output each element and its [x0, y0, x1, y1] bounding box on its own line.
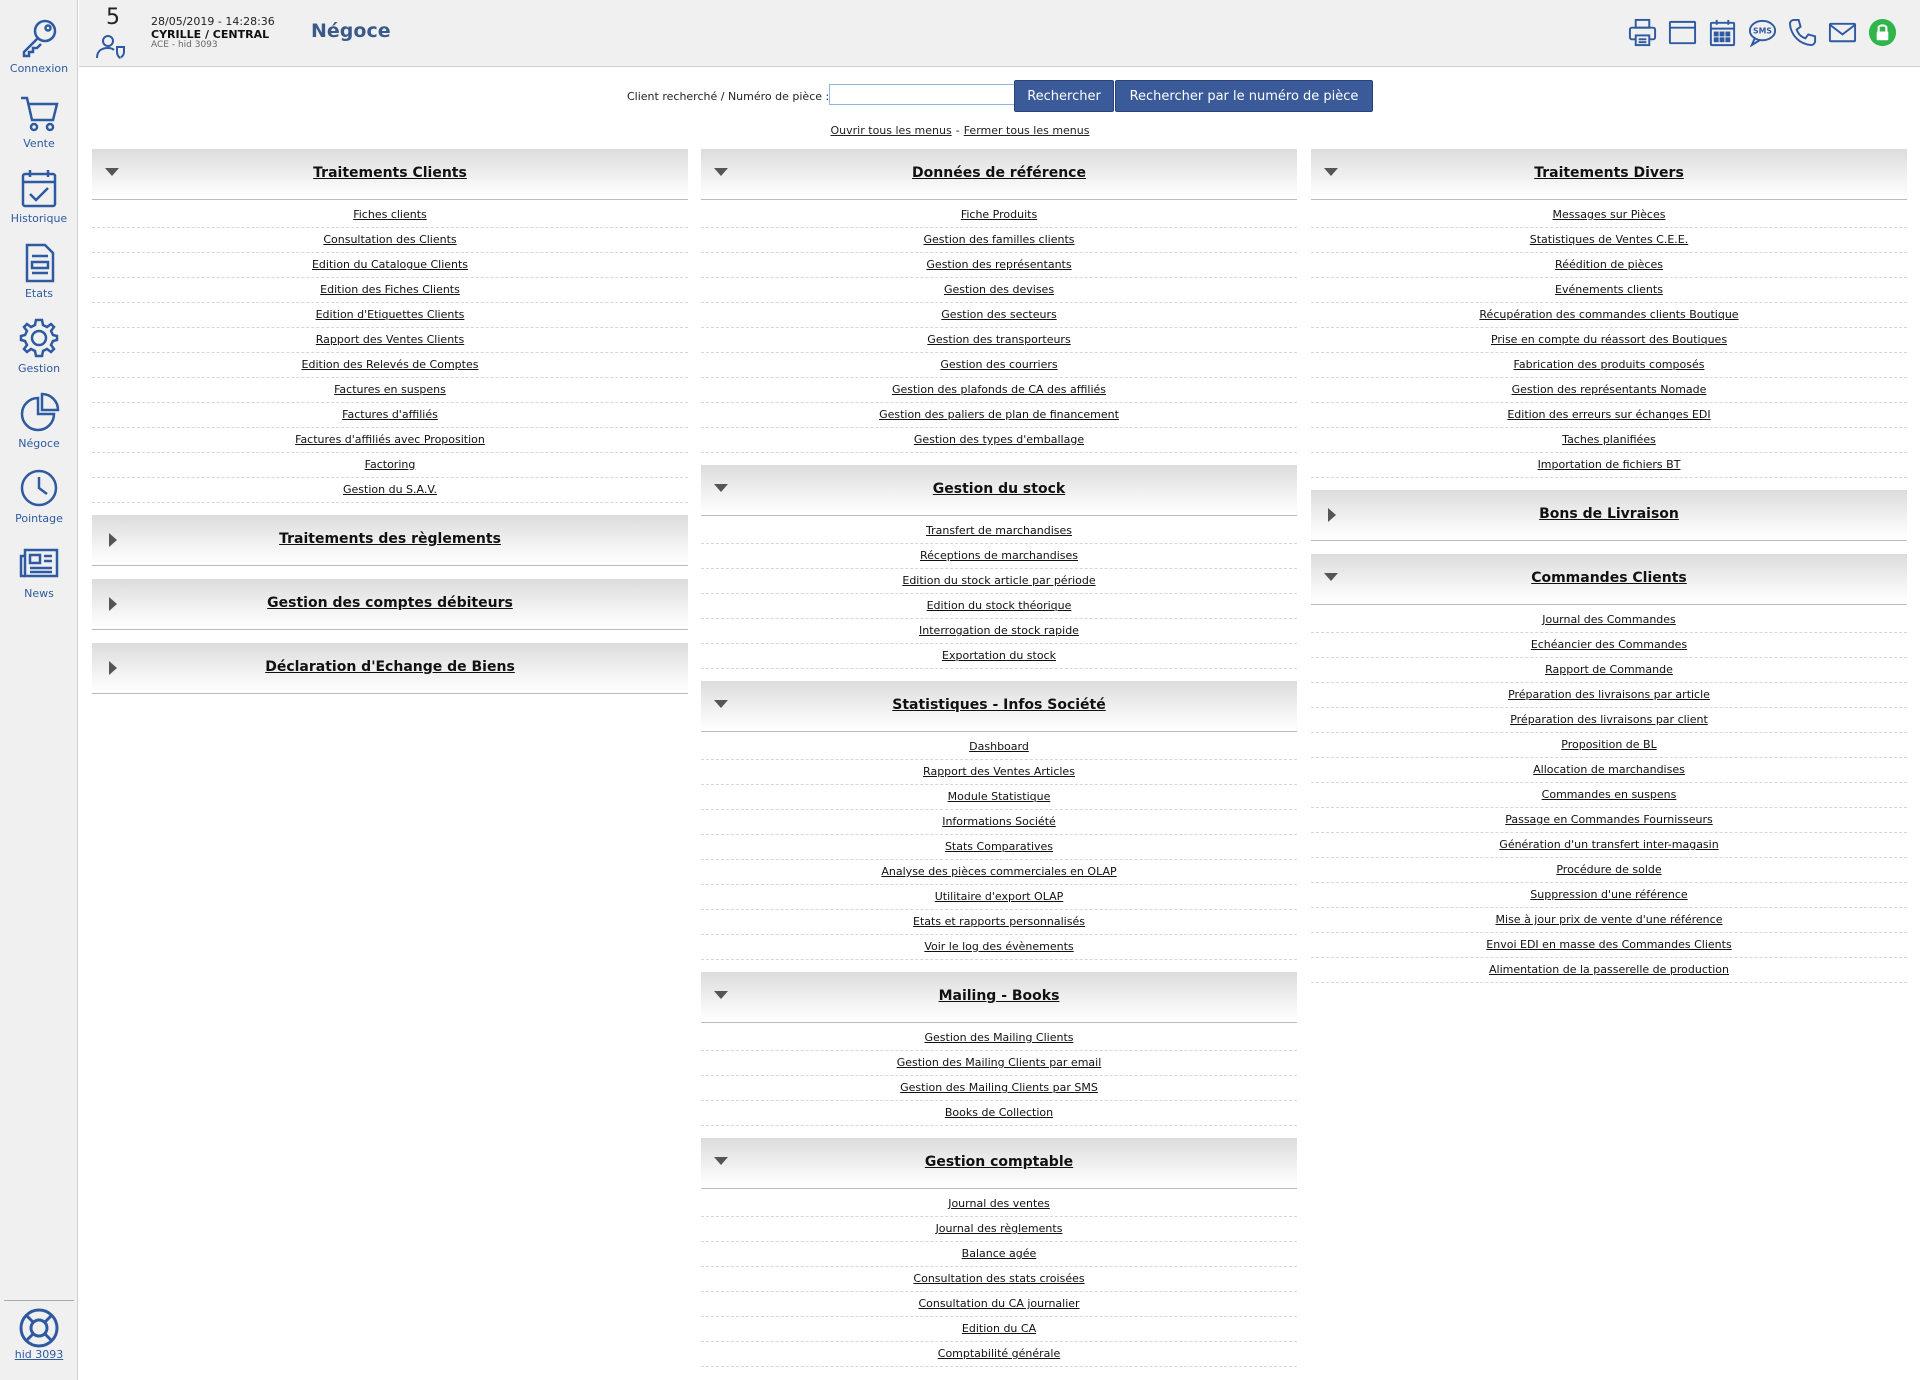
menu-link-label[interactable]: Stats Comparatives: [944, 840, 1054, 853]
menu-link[interactable]: [92, 203, 688, 228]
menu-link[interactable]: [701, 253, 1297, 278]
menu-section: [92, 579, 688, 630]
menu-link[interactable]: [701, 403, 1297, 428]
menu-link-label[interactable]: Gestion des paliers de plan de financement: [879, 408, 1119, 421]
lifebuoy-icon: [17, 1306, 61, 1350]
menu-section: [92, 149, 688, 515]
caret-right-icon[interactable]: [109, 597, 117, 611]
menu-link[interactable]: [1311, 403, 1907, 428]
menu-link-label[interactable]: Factures d'affiliés avec Proposition: [295, 433, 485, 446]
page-title: Négoce: [311, 20, 391, 42]
menu-link[interactable]: [1311, 858, 1907, 883]
menu-link[interactable]: [701, 228, 1297, 253]
menu-section-body: [92, 200, 688, 515]
user-shield-icon[interactable]: [95, 34, 129, 60]
menu-link[interactable]: [701, 203, 1297, 228]
menu-link[interactable]: [701, 1267, 1297, 1292]
menu-link-label[interactable]: Fiche Produits: [960, 208, 1038, 221]
menu-section: [701, 1138, 1297, 1379]
menu-link-label[interactable]: Fabrication des produits composés: [1513, 358, 1705, 371]
sidebar-item-label: Gestion: [17, 362, 61, 375]
menu-link-label[interactable]: Messages sur Pièces: [1552, 208, 1666, 221]
menu-link-label[interactable]: Edition du stock article par période: [902, 574, 1096, 587]
menu-link[interactable]: [1311, 708, 1907, 733]
menu-link-label[interactable]: Gestion des devises: [943, 283, 1055, 296]
menu-section-title[interactable]: Bons de Livraison: [1539, 506, 1679, 522]
menu-link[interactable]: [1311, 453, 1907, 478]
menu-link-label[interactable]: Génération d'un transfert inter-magasin: [1499, 838, 1719, 851]
printer-icon[interactable]: [1627, 17, 1658, 48]
menu-link[interactable]: [1311, 758, 1907, 783]
menu-link[interactable]: [1311, 428, 1907, 453]
menu-section-header[interactable]: [701, 149, 1297, 200]
menu-link[interactable]: [701, 1076, 1297, 1101]
menu-link[interactable]: [701, 544, 1297, 569]
menu-link[interactable]: [92, 378, 688, 403]
menu-toggle-row: [0, 124, 1920, 137]
menu-link-label[interactable]: Factoring: [364, 458, 416, 471]
menu-link-label[interactable]: Balance agée: [961, 1247, 1037, 1260]
menu-link[interactable]: [701, 835, 1297, 860]
menu-link[interactable]: [701, 278, 1297, 303]
menu-link[interactable]: [1311, 378, 1907, 403]
menu-link[interactable]: [701, 303, 1297, 328]
caret-down-icon[interactable]: [714, 484, 728, 492]
menu-link-label[interactable]: Statistiques de Ventes C.E.E.: [1529, 233, 1689, 246]
menu-section-title[interactable]: Gestion du stock: [932, 481, 1066, 497]
menu-section: [1311, 149, 1907, 490]
help-link[interactable]: [0, 1306, 78, 1361]
sidebar-item-label: Négoce: [18, 437, 60, 450]
menu-link-label[interactable]: Procédure de solde: [1556, 863, 1662, 876]
menu-link[interactable]: [701, 428, 1297, 453]
sidebar-item-label: Etats: [24, 287, 54, 300]
menu-link[interactable]: [92, 353, 688, 378]
menu-column-1: [92, 149, 688, 707]
caret-down-icon[interactable]: [1324, 168, 1338, 176]
sidebar: [0, 0, 78, 1380]
caret-down-icon[interactable]: [714, 168, 728, 176]
menu-link-label[interactable]: Edition du Catalogue Clients: [311, 258, 469, 271]
menu-link-label[interactable]: Envoi EDI en masse des Commandes Clients: [1486, 938, 1732, 951]
menu-link-label[interactable]: Commandes en suspens: [1541, 788, 1677, 801]
window-icon[interactable]: [1667, 17, 1698, 48]
caret-down-icon[interactable]: [714, 700, 728, 708]
menu-link[interactable]: [92, 328, 688, 353]
caret-right-icon[interactable]: [109, 533, 117, 547]
menu-link-label[interactable]: Passage en Commandes Fournisseurs: [1505, 813, 1713, 826]
menu-link-label[interactable]: Factures en suspens: [334, 383, 446, 396]
menu-section-title[interactable]: Commandes Clients: [1531, 570, 1687, 586]
menu-section-body: [701, 516, 1297, 681]
menu-link-label[interactable]: Mise à jour prix de vente d'une référence: [1495, 913, 1723, 926]
sidebar-item-pointage[interactable]: [0, 450, 78, 525]
menu-link[interactable]: [92, 403, 688, 428]
menu-link-label[interactable]: Gestion des secteurs: [941, 308, 1057, 321]
mail-icon[interactable]: [1827, 17, 1858, 48]
menu-link-label[interactable]: Journal des Commandes: [1542, 613, 1676, 626]
menu-link-label[interactable]: Gestion du S.A.V.: [343, 483, 437, 496]
menu-section-title[interactable]: Déclaration d'Echange de Biens: [265, 659, 515, 675]
menu-link[interactable]: [701, 785, 1297, 810]
menu-section-title[interactable]: Traitements Clients: [313, 165, 467, 181]
menu-section-body: [1311, 200, 1907, 490]
caret-down-icon[interactable]: [1324, 573, 1338, 581]
menu-link[interactable]: [701, 378, 1297, 403]
menu-link-label[interactable]: Transfert de marchandises: [925, 524, 1073, 537]
phone-icon[interactable]: [1787, 17, 1818, 48]
menu-link[interactable]: [701, 1026, 1297, 1051]
menu-link-label[interactable]: Dashboard: [969, 740, 1029, 753]
menu-section-body: [1311, 605, 1907, 995]
help-label[interactable]: hid 3093: [14, 1348, 64, 1361]
menu-link[interactable]: [1311, 933, 1907, 958]
menu-link-label[interactable]: Allocation de marchandises: [1533, 763, 1685, 776]
menu-link[interactable]: [701, 1342, 1297, 1367]
menu-link[interactable]: [1311, 633, 1907, 658]
menu-link-label[interactable]: Gestion des représentants Nomade: [1511, 383, 1707, 396]
menu-link-label[interactable]: Edition des erreurs sur échanges EDI: [1507, 408, 1711, 421]
menu-link[interactable]: [92, 478, 688, 503]
menu-link-label[interactable]: Comptabilité générale: [937, 1347, 1061, 1360]
menu-link[interactable]: [1311, 808, 1907, 833]
pie-chart-icon: [18, 392, 60, 434]
menu-section-body: [701, 732, 1297, 972]
menu-link[interactable]: [701, 760, 1297, 785]
menu-link[interactable]: [701, 1101, 1297, 1126]
menu-section: [92, 515, 688, 566]
menu-link-label[interactable]: Gestion des représentants: [926, 258, 1072, 271]
caret-right-icon[interactable]: [1328, 508, 1336, 522]
menu-link[interactable]: [1311, 203, 1907, 228]
toggle-separator: -: [955, 124, 960, 137]
menu-section-header[interactable]: [701, 972, 1297, 1023]
menu-link-label[interactable]: Gestion des Mailing Clients par SMS: [900, 1081, 1098, 1094]
header-user: CYRILLE / CENTRAL: [151, 28, 270, 41]
menu-link-label[interactable]: Rapport de Commande: [1545, 663, 1673, 676]
menu-link-label[interactable]: Consultation des Clients: [323, 233, 457, 246]
menu-column-2: [701, 149, 1297, 1379]
menu-link[interactable]: [701, 1317, 1297, 1342]
menu-link-label[interactable]: Etats et rapports personnalisés: [913, 915, 1085, 928]
menu-link-label[interactable]: Edition du stock théorique: [926, 599, 1072, 612]
menu-section-body: [701, 1189, 1297, 1379]
header-toolbar: [1627, 17, 1898, 49]
menu-link[interactable]: [1311, 783, 1907, 808]
menu-link-label[interactable]: Interrogation de stock rapide: [919, 624, 1079, 637]
menu-section-title[interactable]: Mailing - Books: [938, 988, 1060, 1004]
menu-link-label[interactable]: Récupération des commandes clients Boutique: [1479, 308, 1739, 321]
menu-link[interactable]: [701, 1242, 1297, 1267]
menu-link-label[interactable]: Suppression d'une référence: [1530, 888, 1688, 901]
menu-section-header[interactable]: [701, 1138, 1297, 1189]
menu-link[interactable]: [1311, 883, 1907, 908]
menu-section-header[interactable]: [92, 149, 688, 200]
menu-link-label[interactable]: Réceptions de marchandises: [920, 549, 1078, 562]
search-label: Client recherché / Numéro de pièce :: [627, 90, 830, 103]
caret-down-icon[interactable]: [714, 1157, 728, 1165]
menu-section-header[interactable]: [1311, 149, 1907, 200]
menu-link[interactable]: [1311, 253, 1907, 278]
menu-section-title[interactable]: Traitements Divers: [1534, 165, 1684, 181]
sidebar-item-label: News: [24, 587, 54, 600]
menu-link-label[interactable]: Rapport des Ventes Articles: [923, 765, 1075, 778]
caret-right-icon[interactable]: [109, 661, 117, 675]
search-input[interactable]: [829, 84, 1019, 105]
menu-link-label[interactable]: Analyse des pièces commerciales en OLAP: [881, 865, 1117, 878]
menu-link[interactable]: [92, 278, 688, 303]
menu-link-label[interactable]: Exportation du stock: [942, 649, 1056, 662]
menu-link-label[interactable]: Echéancier des Commandes: [1530, 638, 1688, 651]
calendar-check-icon: [18, 167, 60, 209]
menu-link[interactable]: [701, 644, 1297, 669]
menu-link[interactable]: [701, 1292, 1297, 1317]
menu-link[interactable]: [701, 1051, 1297, 1076]
menu-link-label[interactable]: Gestion des courriers: [940, 358, 1058, 371]
menu-link-label[interactable]: Factures d'affiliés: [342, 408, 438, 421]
menu-section-title[interactable]: Gestion comptable: [924, 1154, 1074, 1170]
svg-text:SMS: SMS: [1753, 26, 1772, 36]
menu-section-body: [701, 200, 1297, 465]
menu-link-label[interactable]: Préparation des livraisons par client: [1510, 713, 1708, 726]
menu-section-header[interactable]: [92, 643, 688, 694]
menu-link-label[interactable]: Utilitaire d'export OLAP: [934, 890, 1064, 903]
menu-section: [701, 972, 1297, 1138]
menu-section-body: [701, 1023, 1297, 1138]
menu-link-label[interactable]: Réédition de pièces: [1555, 258, 1663, 271]
search-button[interactable]: Rechercher: [1014, 80, 1114, 112]
menu-link-label[interactable]: Gestion des transporteurs: [927, 333, 1071, 346]
key-icon: [18, 17, 60, 59]
menu-link[interactable]: [701, 860, 1297, 885]
menu-link[interactable]: [701, 810, 1297, 835]
sidebar-item-label: Vente: [23, 137, 55, 150]
menu-link[interactable]: [701, 935, 1297, 960]
menu-link-label[interactable]: Rapport des Ventes Clients: [315, 333, 465, 346]
menu-link[interactable]: [701, 594, 1297, 619]
clock-icon: [18, 467, 60, 509]
sidebar-item-etats[interactable]: [0, 225, 78, 300]
menu-link-label[interactable]: Edition du CA: [961, 1322, 1037, 1335]
menu-link[interactable]: [701, 910, 1297, 935]
menu-link-label[interactable]: Consultation du CA journalier: [918, 1297, 1080, 1310]
menu-link[interactable]: [1311, 908, 1907, 933]
menu-section: [701, 465, 1297, 681]
menu-link[interactable]: [1311, 228, 1907, 253]
open-all-menus-link[interactable]: Ouvrir tous les menus: [830, 124, 952, 137]
menu-link[interactable]: [1311, 608, 1907, 633]
menu-link-label[interactable]: Importation de fichiers BT: [1537, 458, 1681, 471]
sidebar-item-connexion[interactable]: [0, 0, 78, 75]
menu-link-label[interactable]: Evénements clients: [1555, 283, 1663, 296]
notification-count[interactable]: 5: [106, 5, 120, 30]
document-icon: [18, 242, 60, 284]
menu-link[interactable]: [1311, 683, 1907, 708]
menu-link-label[interactable]: Journal des ventes: [948, 1197, 1050, 1210]
menu-link[interactable]: [701, 885, 1297, 910]
menu-section-title[interactable]: Données de référence: [912, 165, 1086, 181]
menu-link[interactable]: [701, 735, 1297, 760]
menu-section: [1311, 490, 1907, 541]
menu-link[interactable]: [92, 253, 688, 278]
menu-link-label[interactable]: Books de Collection: [944, 1106, 1054, 1119]
menu-link-label[interactable]: Edition d'Etiquettes Clients: [315, 308, 465, 321]
calendar-icon[interactable]: [1707, 17, 1738, 48]
menu-link[interactable]: [92, 453, 688, 478]
menu-link-label[interactable]: Gestion des Mailing Clients par email: [896, 1056, 1102, 1069]
menu-link-label[interactable]: Gestion des familles clients: [923, 233, 1075, 246]
sidebar-item-label: Connexion: [9, 62, 69, 75]
menu-section: [92, 643, 688, 694]
header-host: ACE - hid 3093: [151, 40, 218, 50]
menu-link-label[interactable]: Alimentation de la passerelle de production: [1489, 963, 1729, 976]
menu-link[interactable]: [701, 1217, 1297, 1242]
search-row: [0, 80, 1920, 112]
sms-icon[interactable]: [1747, 17, 1778, 48]
menu-link-label[interactable]: Voir le log des évènements: [924, 940, 1074, 953]
caret-down-icon[interactable]: [105, 168, 119, 176]
menu-section-header[interactable]: [1311, 554, 1907, 605]
sidebar-item-news[interactable]: [0, 525, 78, 600]
menu-link-label[interactable]: Gestion des Mailing Clients: [924, 1031, 1074, 1044]
menu-link-label[interactable]: Consultation des stats croisées: [913, 1272, 1085, 1285]
menu-link-label[interactable]: Informations Société: [942, 815, 1056, 828]
search-by-number-button[interactable]: Rechercher par le numéro de pièce: [1115, 80, 1373, 112]
menu-section: [701, 149, 1297, 465]
sidebar-item-historique[interactable]: [0, 150, 78, 225]
menu-link[interactable]: [701, 519, 1297, 544]
menu-section-title[interactable]: Traitements des règlements: [279, 531, 501, 547]
menu-section-header[interactable]: [701, 681, 1297, 732]
menu-section-header[interactable]: [92, 515, 688, 566]
header: [79, 0, 1920, 67]
menu-section-header[interactable]: [701, 465, 1297, 516]
caret-down-icon[interactable]: [714, 991, 728, 999]
sidebar-item-label: Pointage: [15, 512, 63, 525]
menu-link[interactable]: [92, 303, 688, 328]
gear-icon: [18, 317, 60, 359]
menu-column-3: [1311, 149, 1907, 995]
close-all-menus-link[interactable]: Fermer tous les menus: [963, 124, 1090, 137]
menu-link-label[interactable]: Gestion des types d'emballage: [913, 433, 1085, 446]
lock-icon[interactable]: [1867, 17, 1898, 48]
sidebar-item-negoce[interactable]: [0, 375, 78, 450]
sidebar-divider: [4, 1300, 74, 1301]
newspaper-icon: [18, 542, 60, 584]
menu-link[interactable]: [1311, 328, 1907, 353]
menu-link[interactable]: [92, 228, 688, 253]
menu-link-label[interactable]: Préparation des livraisons par article: [1508, 688, 1710, 701]
menu-link[interactable]: [701, 328, 1297, 353]
sidebar-item-label: Historique: [10, 212, 68, 225]
header-datetime: 28/05/2019 - 14:28:36: [151, 15, 275, 28]
menu-link-label[interactable]: Module Statistique: [947, 790, 1051, 803]
menu-section-title[interactable]: Gestion des comptes débiteurs: [267, 595, 513, 611]
menu-link[interactable]: [92, 428, 688, 453]
menu-link-label[interactable]: Prise en compte du réassort des Boutiques: [1490, 333, 1728, 346]
menu-link[interactable]: [701, 569, 1297, 594]
menu-link[interactable]: [1311, 278, 1907, 303]
menu-link-label[interactable]: Journal des règlements: [935, 1222, 1063, 1235]
menu-link[interactable]: [701, 619, 1297, 644]
menu-link-label[interactable]: Fiches clients: [353, 208, 427, 221]
menu-link[interactable]: [1311, 733, 1907, 758]
menu-link-label[interactable]: Edition des Relevés de Comptes: [301, 358, 479, 371]
menu-link-label[interactable]: Gestion des plafonds de CA des affiliés: [891, 383, 1107, 396]
menu-section: [701, 681, 1297, 972]
menu-link[interactable]: [1311, 303, 1907, 328]
menu-link-label[interactable]: Proposition de BL: [1561, 738, 1657, 751]
menu-section-header[interactable]: [92, 579, 688, 630]
menu-link[interactable]: [1311, 658, 1907, 683]
menu-section: [1311, 554, 1907, 995]
menu-section-header[interactable]: [1311, 490, 1907, 541]
menu-link[interactable]: [1311, 833, 1907, 858]
sidebar-item-gestion[interactable]: [0, 300, 78, 375]
menu-link[interactable]: [701, 1192, 1297, 1217]
menu-link[interactable]: [1311, 353, 1907, 378]
menu-link-label[interactable]: Edition des Fiches Clients: [320, 283, 460, 296]
menu-link[interactable]: [1311, 958, 1907, 983]
menu-link[interactable]: [701, 353, 1297, 378]
menu-link-label[interactable]: Taches planifiées: [1562, 433, 1656, 446]
menu-section-title[interactable]: Statistiques - Infos Société: [892, 697, 1106, 713]
